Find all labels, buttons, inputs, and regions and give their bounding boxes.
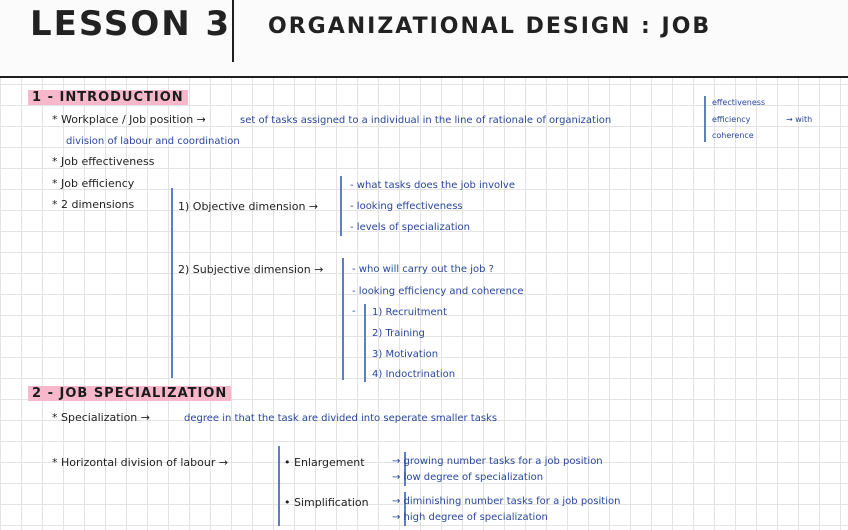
- step-motivation: 3) Motivation: [372, 349, 439, 360]
- workplace-definition: set of tasks assigned to a individual in the line of rationale of organization: [240, 115, 612, 126]
- subjective-bracket: [342, 258, 344, 380]
- horizontal-bracket: [278, 446, 280, 526]
- objective-item-1: - what tasks does the job involve: [350, 180, 515, 191]
- side-note-2: efficiency: [712, 115, 751, 124]
- specialization-definition: degree in that the task are divided into seperate smaller tasks: [184, 413, 498, 424]
- subjective-steps-dash: -: [352, 306, 356, 317]
- lesson-title: LESSON 3: [30, 4, 232, 44]
- objective-item-3: - levels of specialization: [350, 222, 470, 233]
- header-rule: [0, 76, 848, 78]
- dimensions-bracket: [171, 188, 173, 378]
- workplace-definition-cont: division of labour and coordination: [66, 136, 240, 147]
- section-1-title: 1 - INTRODUCTION: [28, 90, 188, 105]
- subjective-item-1: - who will carry out the job ?: [352, 264, 494, 275]
- steps-bracket: [364, 304, 366, 382]
- side-note-arrow: → with: [786, 115, 813, 124]
- side-note-bracket: [704, 96, 706, 142]
- simplification-label: • Simplification: [284, 496, 369, 509]
- step-recruitment: 1) Recruitment: [372, 307, 447, 318]
- topic-title: ORGANIZATIONAL DESIGN : JOB: [268, 14, 712, 39]
- section-2-title: 2 - JOB SPECIALIZATION: [28, 386, 231, 401]
- step-indoctrination: 4) Indoctrination: [372, 369, 456, 380]
- bullet-efficiency: * Job efficiency: [52, 177, 135, 190]
- objective-dimension-label: 1) Objective dimension →: [178, 200, 319, 213]
- workplace-label: * Workplace / Job position →: [52, 113, 206, 126]
- side-note-3: coherence: [712, 131, 754, 140]
- subjective-item-2: - looking efficiency and coherence: [352, 286, 524, 297]
- horizontal-division-label: * Horizontal division of labour →: [52, 456, 229, 469]
- simplification-point-1: → diminishing number tasks for a job position: [392, 496, 621, 507]
- enlargement-point-2: → low degree of specialization: [392, 472, 544, 483]
- enlargement-point-1: → growing number tasks for a job position: [392, 456, 603, 467]
- objective-item-2: - looking effectiveness: [350, 201, 463, 212]
- step-training: 2) Training: [372, 328, 425, 339]
- bullet-effectiveness: * Job effectiveness: [52, 155, 155, 168]
- simplification-point-2: → high degree of specialization: [392, 512, 548, 523]
- header-divider: [232, 0, 234, 62]
- subjective-dimension-label: 2) Subjective dimension →: [178, 263, 324, 276]
- bullet-dimensions: * 2 dimensions: [52, 198, 135, 211]
- side-note-1: effectiveness: [712, 98, 766, 107]
- specialization-label: * Specialization →: [52, 411, 150, 424]
- enlargement-label: • Enlargement: [284, 456, 365, 469]
- objective-bracket: [340, 176, 342, 236]
